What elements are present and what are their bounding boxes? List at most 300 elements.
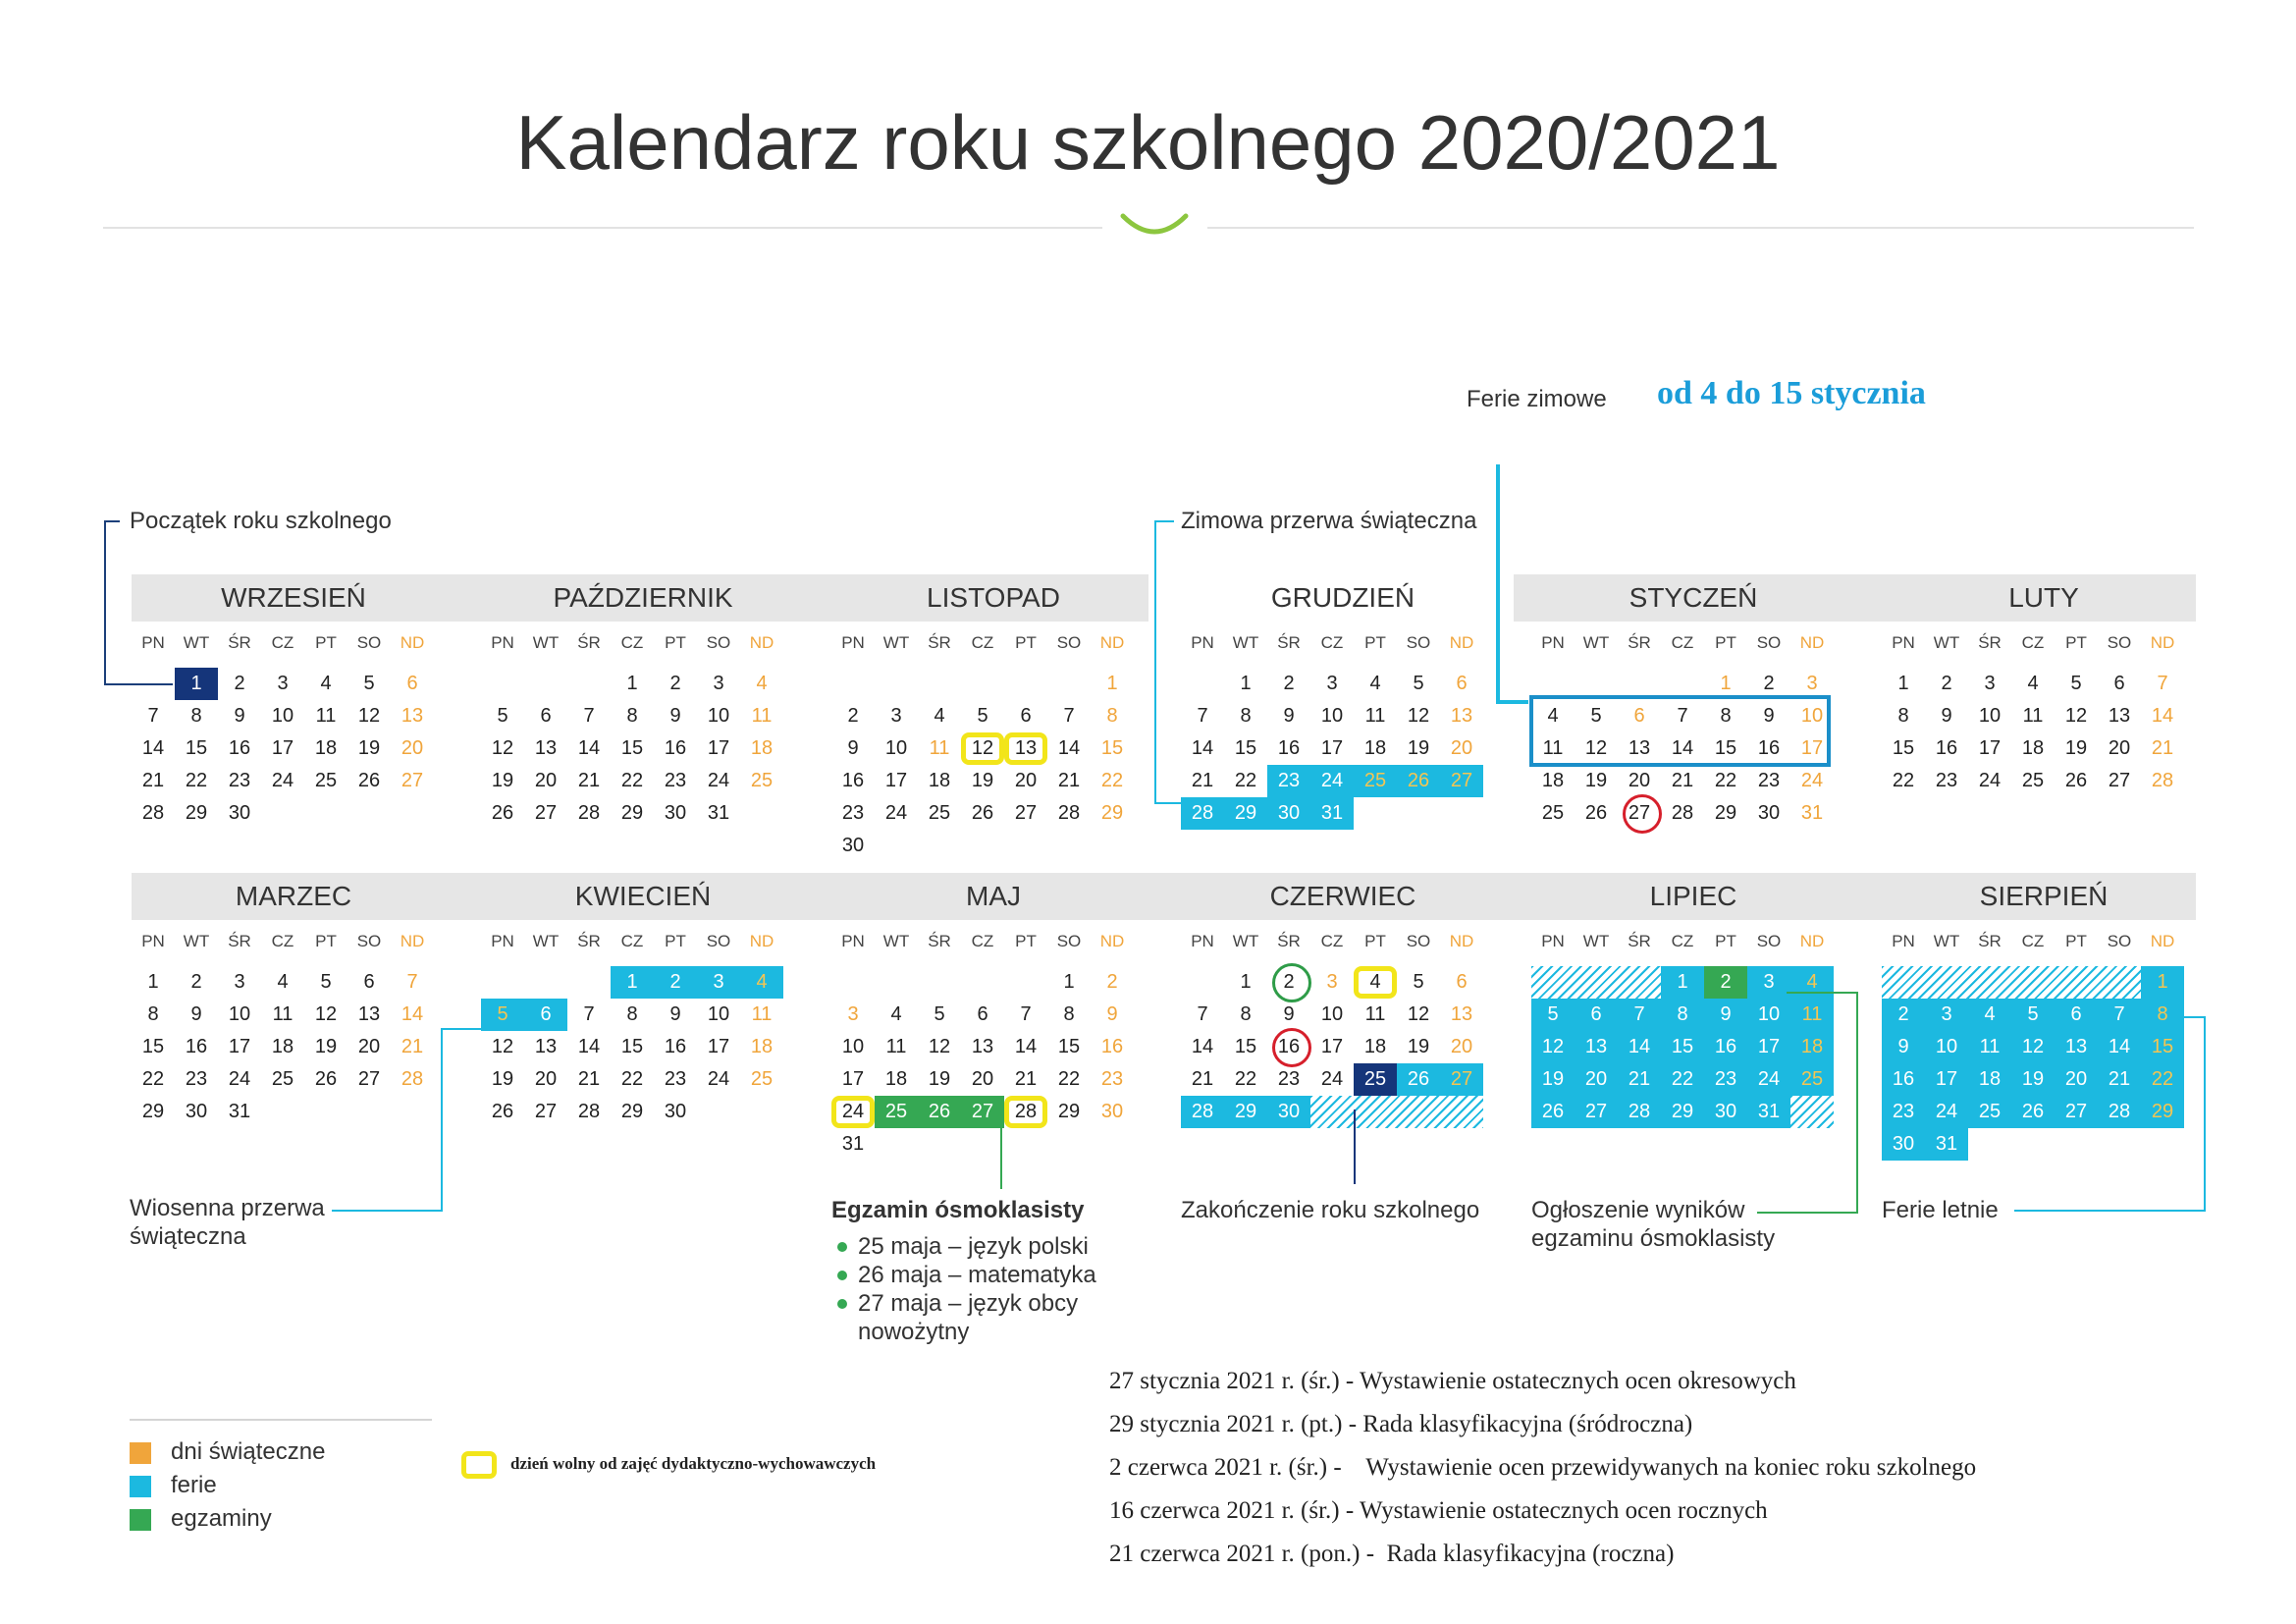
calendar-day: 8 (1897, 705, 1909, 727)
calendar-day: 19 (1407, 737, 1430, 759)
calendar-day: 3 (1747, 966, 1790, 999)
month-name: GRUDZIEŃ (1270, 582, 1415, 613)
weekday-header: WT (1933, 932, 1960, 950)
calendar-day: 8 (1240, 705, 1252, 727)
calendar-day: 1 (1720, 673, 1732, 694)
calendar-day: 14 (577, 1036, 601, 1057)
calendar-day: 7 (1677, 705, 1688, 727)
calendar-day: 9 (1106, 1003, 1118, 1025)
calendar-day: 3 (1925, 999, 1968, 1031)
calendar-day: 15 (1892, 737, 1915, 759)
calendar-day: 23 (1704, 1063, 1747, 1096)
weekday-header: ŚR (577, 633, 601, 652)
calendar-day: 13 (2055, 1031, 2098, 1063)
calendar-day: 17 (228, 1036, 251, 1057)
calendar-day: 30 (1757, 802, 1781, 824)
calendar-day: 10 (707, 705, 730, 727)
calendar-day: 12 (961, 732, 1004, 765)
calendar-day: 16 (664, 1036, 687, 1057)
calendar-day: 18 (1541, 770, 1565, 791)
weekday-header: SO (706, 633, 731, 652)
weekday-header: PT (2065, 932, 2087, 950)
calendar-day: 30 (664, 802, 687, 824)
calendar-day: 20 (1450, 1036, 1473, 1057)
calendar-day: 18 (2021, 737, 2045, 759)
calendar-day: 28 (2098, 1096, 2141, 1128)
month-name: LUTY (2008, 582, 2079, 613)
calendar-day: 9 (669, 1003, 681, 1025)
calendar-day: 6 (1575, 999, 1618, 1031)
weekday-header: ND (749, 932, 774, 950)
calendar-day: 24 (1925, 1096, 1968, 1128)
calendar-day: 6 (1456, 971, 1468, 993)
calendar-day: 25 (875, 1096, 918, 1128)
calendar-day: 26 (2011, 1096, 2055, 1128)
calendar-day: 31 (841, 1133, 865, 1155)
weekday-header: ND (2150, 932, 2175, 950)
calendar-day: 17 (884, 770, 908, 791)
calendar-day: 21 (577, 770, 601, 791)
calendar-day: 4 (756, 673, 768, 694)
weekday-header: SO (706, 932, 731, 950)
calendar-day: 25 (271, 1068, 294, 1090)
weekday-header: PN (491, 633, 514, 652)
calendar-day: 16 (1277, 737, 1301, 759)
calendar-day: 16 (1704, 1031, 1747, 1063)
calendar-day: 12 (2011, 1031, 2055, 1063)
weekday-header: PT (1364, 633, 1386, 652)
calendar-day: 13 (400, 705, 424, 727)
calendar-day: 4 (2027, 673, 2039, 694)
calendar-day: 27 (2108, 770, 2131, 791)
weekday-header: WT (532, 932, 560, 950)
calendar-day: 22 (185, 770, 208, 791)
calendar-day: 3 (1984, 673, 1996, 694)
calendar-day: 29 (2141, 1096, 2184, 1128)
calendar-day: 10 (271, 705, 294, 727)
note-5: 21 czerwca 2021 r. (pon.) - Rada klasyfikacyjna (roczna) (1109, 1541, 1675, 1567)
calendar-day: 15 (1661, 1031, 1704, 1063)
calendar-day: 22 (620, 770, 644, 791)
calendar-day: 12 (491, 1036, 514, 1057)
calendar-day: 26 (1531, 1096, 1575, 1128)
calendar-day: 4 (1968, 999, 2011, 1031)
calendar-day: 3 (697, 966, 740, 999)
calendar-day: 3 (890, 705, 902, 727)
calendar-day: 7 (406, 971, 418, 993)
calendar-day: 6 (1633, 705, 1645, 727)
weekday-header: PT (665, 932, 686, 950)
calendar-day: 26 (1584, 802, 1608, 824)
calendar-day: 23 (664, 770, 687, 791)
calendar-day: 4 (934, 705, 945, 727)
calendar-day: 2 (190, 971, 202, 993)
weekday-header: ŚR (928, 932, 951, 950)
calendar-day: 3 (1326, 971, 1338, 993)
calendar-day: 11 (1968, 1031, 2011, 1063)
calendar-day: 13 (1628, 737, 1651, 759)
weekday-header: PN (1191, 633, 1214, 652)
calendar-day: 3 (1326, 673, 1338, 694)
start-of-year-label: Początek roku szkolnego (130, 508, 392, 534)
calendar-day: 19 (491, 1068, 514, 1090)
calendar-day: 14 (141, 737, 165, 759)
calendar-day: 16 (1882, 1063, 1925, 1096)
calendar-day: 12 (1584, 737, 1608, 759)
calendar-day: 5 (2070, 673, 2082, 694)
calendar-day: 26 (971, 802, 994, 824)
calendar-day: 11 (1542, 737, 1564, 759)
legend-holiday-swatch (130, 1442, 151, 1464)
calendar-day: 21 (141, 770, 165, 791)
calendar-day: 31 (228, 1101, 251, 1122)
results-label-line1: Ogłoszenie wyników (1531, 1197, 1745, 1223)
month-name: MARZEC (235, 881, 352, 911)
weekday-header: PN (1541, 932, 1565, 950)
weekday-header: PN (491, 932, 514, 950)
legend-free-day-label: dzień wolny od zajęć dydaktyczno-wychowawczych (510, 1454, 877, 1473)
calendar-day: 10 (707, 1003, 730, 1025)
calendar-day: 4 (1369, 673, 1381, 694)
weekday-header: CZ (2021, 932, 2045, 950)
calendar-day: 2 (1882, 999, 1925, 1031)
calendar-day: 16 (841, 770, 865, 791)
calendar-day: 4 (277, 971, 289, 993)
calendar-day: 8 (190, 705, 202, 727)
weekday-header: PN (1191, 932, 1214, 950)
calendar-day: 29 (1057, 1101, 1081, 1122)
calendar-day: 2 (1106, 971, 1118, 993)
weekday-header: ND (1099, 633, 1125, 652)
calendar-day: 9 (1283, 705, 1295, 727)
weekday-header: SO (1056, 633, 1082, 652)
weekday-header: ND (400, 633, 425, 652)
weekday-header: WT (882, 633, 910, 652)
weekday-header: SO (1056, 932, 1082, 950)
weekday-header: ND (1799, 633, 1825, 652)
calendar-day: 6 (524, 999, 567, 1031)
calendar-day: 26 (357, 770, 381, 791)
calendar-day: 1 (1106, 673, 1118, 694)
calendar-day: 13 (1575, 1031, 1618, 1063)
calendar-day: 28 (141, 802, 165, 824)
calendar-day: 26 (1397, 1063, 1440, 1096)
calendar-day: 7 (147, 705, 159, 727)
weekday-header: SO (2107, 932, 2132, 950)
calendar-day: 15 (1714, 737, 1737, 759)
weekday-header: ŚR (1277, 633, 1301, 652)
calendar-day: 5 (1531, 999, 1575, 1031)
calendar-day: 1 (175, 668, 218, 700)
calendar-day: 18 (750, 737, 774, 759)
calendar-day: 17 (1978, 737, 2002, 759)
calendar-day: 3 (277, 673, 289, 694)
spring-break-label-line1: Wiosenna przerwa (130, 1195, 325, 1221)
calendar-day: 26 (491, 802, 514, 824)
calendar-day: 6 (1456, 673, 1468, 694)
calendar-day: 10 (1320, 705, 1344, 727)
calendar-day: 16 (228, 737, 251, 759)
calendar-day: 14 (2151, 705, 2174, 727)
calendar-day: 25 (1968, 1096, 2011, 1128)
weekday-header: SO (356, 633, 382, 652)
calendar-day: 23 (1882, 1096, 1925, 1128)
calendar-day: 23 (1100, 1068, 1124, 1090)
calendar-day: 18 (314, 737, 338, 759)
calendar-day: 11 (1364, 705, 1386, 727)
calendar-day: 9 (1941, 705, 1952, 727)
calendar-day: 7 (583, 705, 595, 727)
weekday-header: PT (2065, 633, 2087, 652)
exam-item-3: 27 maja – język obcy (858, 1290, 1079, 1317)
weekday-header: WT (882, 932, 910, 950)
summer-break-label: Ferie letnie (1882, 1197, 1999, 1223)
calendar-day: 17 (1925, 1063, 1968, 1096)
calendar-day: 23 (1757, 770, 1781, 791)
calendar-day: 29 (185, 802, 208, 824)
calendar-day: 9 (190, 1003, 202, 1025)
weekday-header: CZ (971, 932, 994, 950)
calendar-day: 19 (2064, 737, 2088, 759)
weekday-header: CZ (1671, 633, 1694, 652)
calendar-day: 4 (1354, 966, 1397, 999)
calendar-day: 10 (1978, 705, 2002, 727)
calendar-day: 22 (1714, 770, 1737, 791)
calendar-day: 25 (1790, 1063, 1834, 1096)
calendar-day: 30 (228, 802, 251, 824)
calendar-day: 14 (1671, 737, 1694, 759)
calendar-day: 5 (481, 999, 524, 1031)
calendar-day: 27 (961, 1096, 1004, 1128)
calendar-day: 1 (611, 966, 654, 999)
weekday-header: SO (2107, 633, 2132, 652)
calendar-day: 21 (1014, 1068, 1038, 1090)
calendar-day: 7 (2157, 673, 2168, 694)
weekday-header: ND (1449, 932, 1474, 950)
calendar-day: 8 (1240, 1003, 1252, 1025)
calendar-day: 17 (1747, 1031, 1790, 1063)
calendar-day: 18 (884, 1068, 908, 1090)
weekday-header: ŚR (1628, 932, 1651, 950)
weekday-header: ND (2150, 633, 2175, 652)
calendar-day: 30 (1267, 797, 1310, 830)
calendar-day: 11 (1364, 1003, 1386, 1025)
weekday-header: PT (315, 633, 337, 652)
calendar-day: 13 (2108, 705, 2131, 727)
calendar-day: 20 (400, 737, 424, 759)
calendar-day: 1 (1240, 673, 1252, 694)
calendar-day: 16 (1935, 737, 1958, 759)
calendar-day: 16 (664, 737, 687, 759)
calendar-day: 8 (626, 705, 638, 727)
calendar-day: 29 (1661, 1096, 1704, 1128)
calendar-day: 18 (928, 770, 951, 791)
month-name: CZERWIEC (1269, 881, 1416, 911)
calendar-day: 19 (1531, 1063, 1575, 1096)
legend-exam-swatch (130, 1509, 151, 1531)
calendar-day: 12 (314, 1003, 338, 1025)
calendar-day: 24 (707, 770, 730, 791)
calendar-day: 18 (1363, 737, 1387, 759)
weekday-header: CZ (271, 932, 294, 950)
calendar-day: 3 (713, 673, 724, 694)
calendar-day: 29 (1714, 802, 1737, 824)
calendar-day: 22 (1234, 1068, 1257, 1090)
weekday-header: WT (183, 633, 210, 652)
calendar-day: 11 (929, 737, 950, 759)
exam-item-2: 26 maja – matematyka (858, 1262, 1096, 1288)
calendar-day: 23 (1277, 1068, 1301, 1090)
calendar-day: 30 (1267, 1096, 1310, 1128)
calendar-day: 25 (2021, 770, 2045, 791)
calendar-day: 10 (1925, 1031, 1968, 1063)
month-name: LISTOPAD (927, 582, 1060, 613)
calendar-day: 20 (1628, 770, 1651, 791)
calendar-day: 20 (534, 770, 558, 791)
calendar-day: 1 (2141, 966, 2184, 999)
calendar-day: 14 (2098, 1031, 2141, 1063)
calendar-day: 3 (847, 1003, 859, 1025)
calendar-day: 22 (1892, 770, 1915, 791)
calendar-day: 9 (234, 705, 245, 727)
calendar-day: 8 (147, 1003, 159, 1025)
calendar-day: 20 (1575, 1063, 1618, 1096)
calendar-day: 11 (315, 705, 337, 727)
calendar-day: 20 (2108, 737, 2131, 759)
weekday-header: ŚR (228, 633, 251, 652)
calendar-day: 21 (1191, 770, 1214, 791)
weekday-header: WT (1582, 633, 1610, 652)
weekday-header: CZ (271, 633, 294, 652)
calendar-day: 6 (363, 971, 375, 993)
legend-holiday-label: dni świąteczne (171, 1438, 326, 1465)
calendar-day: 8 (1720, 705, 1732, 727)
calendar-day: 9 (669, 705, 681, 727)
calendar-day: 16 (1267, 1031, 1310, 1063)
calendar-day: 26 (918, 1096, 961, 1128)
weekday-header: WT (1933, 633, 1960, 652)
calendar-day: 20 (2055, 1063, 2098, 1096)
calendar-day: 15 (185, 737, 208, 759)
month-name: LIPIEC (1649, 881, 1737, 911)
calendar-day: 19 (971, 770, 994, 791)
calendar-day: 13 (971, 1036, 994, 1057)
calendar-day: 5 (363, 673, 375, 694)
weekday-header: PT (1015, 932, 1037, 950)
calendar-day: 24 (271, 770, 294, 791)
calendar-day: 30 (185, 1101, 208, 1122)
calendar-day: 31 (1747, 1096, 1790, 1128)
calendar-day: 13 (534, 737, 558, 759)
calendar-day: 3 (1806, 673, 1818, 694)
calendar-day: 24 (1800, 770, 1824, 791)
calendar-day: 6 (406, 673, 418, 694)
calendar-day: 17 (841, 1068, 865, 1090)
calendar-day: 21 (1671, 770, 1694, 791)
calendar-day: 28 (1181, 797, 1224, 830)
weekday-header: ND (1099, 932, 1125, 950)
calendar-day: 8 (626, 1003, 638, 1025)
calendar-day: 10 (841, 1036, 865, 1057)
calendar-day: 22 (141, 1068, 165, 1090)
results-label-line2: egzaminu ósmoklasisty (1531, 1225, 1776, 1252)
calendar-day: 23 (1267, 765, 1310, 797)
calendar-day: 6 (2055, 999, 2098, 1031)
calendar-day: 27 (400, 770, 424, 791)
calendar-day: 15 (1100, 737, 1124, 759)
calendar-day: 10 (884, 737, 908, 759)
calendar-day: 13 (1004, 732, 1047, 765)
calendar-day: 21 (577, 1068, 601, 1090)
calendar-day: 7 (1063, 705, 1075, 727)
calendar-day: 12 (928, 1036, 951, 1057)
calendar-day: 22 (620, 1068, 644, 1090)
calendar-day: 23 (1935, 770, 1958, 791)
calendar-day: 29 (1100, 802, 1124, 824)
calendar-day: 15 (1234, 1036, 1257, 1057)
calendar-day: 27 (1575, 1096, 1618, 1128)
calendar-day: 28 (577, 802, 601, 824)
calendar-day: 7 (583, 1003, 595, 1025)
calendar-day: 11 (885, 1036, 907, 1057)
calendar-day: 1 (1063, 971, 1075, 993)
calendar-day: 30 (1704, 1096, 1747, 1128)
calendar-day: 19 (491, 770, 514, 791)
calendar-day: 29 (1224, 1096, 1267, 1128)
calendar-day: 4 (1790, 966, 1834, 999)
calendar-day: 2 (234, 673, 245, 694)
month-name: KWIECIEŃ (574, 881, 712, 911)
weekday-header: WT (1232, 932, 1259, 950)
calendar-day: 27 (1440, 765, 1483, 797)
weekday-header: SO (1756, 932, 1782, 950)
weekday-header: ŚR (1978, 633, 2002, 652)
calendar-day: 2 (1941, 673, 1952, 694)
weekday-header: WT (532, 633, 560, 652)
calendar-day: 31 (1925, 1128, 1968, 1161)
calendar-day: 2 (654, 966, 697, 999)
calendar-day: 24 (707, 1068, 730, 1090)
calendar-day: 12 (1407, 1003, 1430, 1025)
calendar-day: 22 (2141, 1063, 2184, 1096)
calendar-day: 14 (1618, 1031, 1661, 1063)
end-of-year-label: Zakończenie roku szkolnego (1181, 1197, 1480, 1223)
calendar-day: 15 (620, 737, 644, 759)
calendar-day: 30 (841, 835, 865, 856)
calendar-day: 25 (314, 770, 338, 791)
calendar-day: 27 (1440, 1063, 1483, 1096)
calendar-day: 26 (314, 1068, 338, 1090)
calendar-day: 24 (1747, 1063, 1790, 1096)
calendar-day: 18 (271, 1036, 294, 1057)
calendar-day: 12 (1407, 705, 1430, 727)
calendar-day: 24 (1320, 1068, 1344, 1090)
calendar-day: 28 (1057, 802, 1081, 824)
calendar-day: 6 (2113, 673, 2125, 694)
calendar-day: 16 (185, 1036, 208, 1057)
calendar-day: 28 (1181, 1096, 1224, 1128)
calendar-day: 5 (977, 705, 988, 727)
weekday-header: WT (1232, 633, 1259, 652)
calendar-day: 5 (2011, 999, 2055, 1031)
calendar-day: 17 (707, 737, 730, 759)
calendar-day: 6 (1020, 705, 1032, 727)
calendar-day: 28 (1618, 1096, 1661, 1128)
calendar-day: 5 (1413, 673, 1424, 694)
weekday-header: PT (1015, 633, 1037, 652)
weekday-header: PT (665, 633, 686, 652)
weekday-header: PN (1541, 633, 1565, 652)
